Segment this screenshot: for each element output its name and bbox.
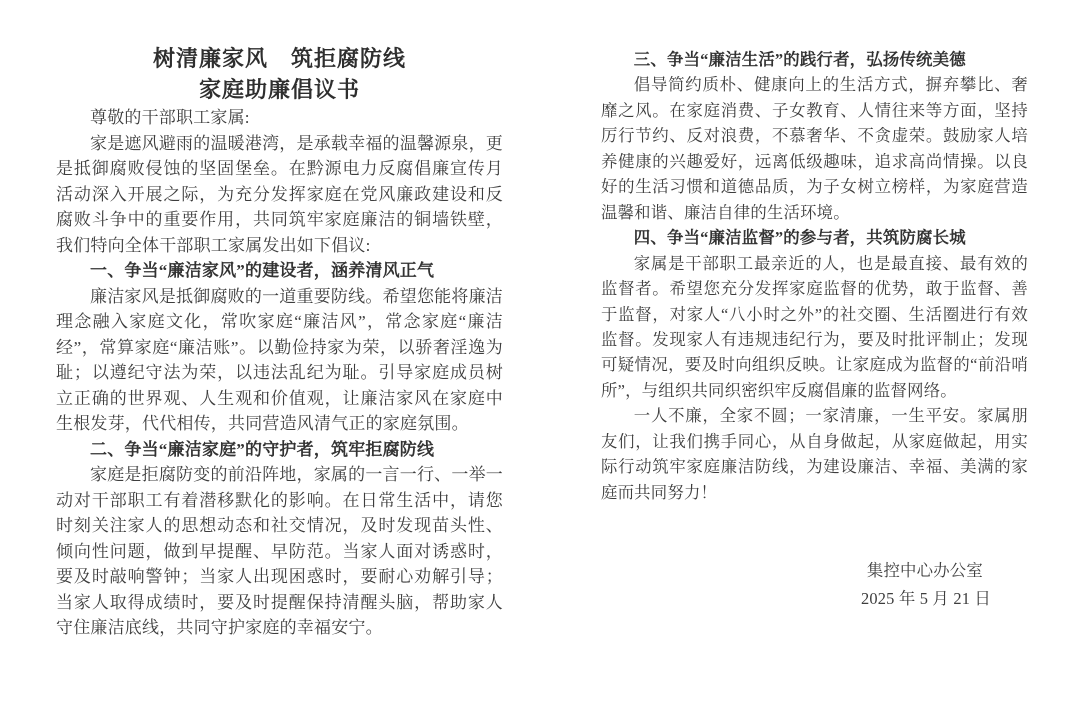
section-2-body: 家庭是拒腐防变的前沿阵地，家属的一言一行、一举一动对干部职工有着潜移默化的影响。在日常生活中，请您时刻关注家人的思想动态和社交情况，及时发现苗头性、倾向性问题，做到早提醒、早防范。当家人面对诱惑时，要及时敲响警钟；当家人出现困惑时，要耐心劝解引导；当家人取得成绩时，要及时提醒保持清醒头脑，帮助家人守住廉洁底线，共同守护家庭的幸福安宁。 [56, 465, 503, 637]
signature-block [601, 557, 1028, 613]
document-title-line1: 树清廉家风 筑拒腐防线 [152, 46, 406, 71]
closing-paragraph: 一人不廉，全家不圆；一家清廉，一生平安。家属朋友们，让我们携手同心，从自身做起，从家庭做起，用实际行动筑牢家庭廉洁防线，为建设廉洁、幸福、美满的家庭而共同努力！ [601, 406, 1028, 502]
intro-paragraph: 家是遮风避雨的温暖港湾，是承载幸福的温馨源泉，更是抵御腐败侵蚀的坚固堡垒。在黔源电力反腐倡廉宣传月活动深入开展之际，为充分发挥家庭在党风廉政建设和反腐败斗争中的重要作用，共同筑牢家庭廉洁的铜墙铁壁，我们特向全体干部职工家属发出如下倡议: [56, 133, 503, 255]
section-3-body: 倡导简约质朴、健康向上的生活方式，摒弃攀比、奢靡之风。在家庭消费、子女教育、人情往来等方面，坚持厉行节约、反对浪费，不慕奢华、不贪虚荣。鼓励家人培养健康的兴趣爱好，远离低级趣味，追求高尚情操。以良好的生活习惯和道德品质，为子女树立榜样，为家庭营造温馨和谐、廉洁自律的生活环境。 [601, 75, 1028, 222]
section-3-heading: 三、争当“廉洁生活”的践行者，弘扬传统美德 [633, 50, 966, 69]
section-2-heading: 二、争当“廉洁家庭”的守护者，筑牢拒腐防线 [90, 439, 435, 459]
document-title-line2: 家庭助廉倡议书 [198, 77, 360, 102]
left-column [56, 43, 503, 641]
section-1-heading: 一、争当“廉洁家风”的建设者，涵养清风正气 [90, 261, 435, 280]
right-column [601, 47, 1028, 613]
signature-date: 2025 年 5 月 21 日 [860, 589, 991, 609]
section-4-body: 家属是干部职工最亲近的人，也是最直接、最有效的监督者。希望您充分发挥家庭监督的优势，敢于监督、善于监督，对家人“八小时之外”的社交圈、生活圈进行有效监督。发现家人有违规违纪行为，要及时批评制止；发现可疑情况，要及时向组织反映。让家庭成为监督的“前沿哨所”，与组织共同织密织牢反腐倡廉的监督网络。 [601, 253, 1028, 400]
salutation: 尊敬的干部职工家属: [90, 108, 250, 127]
section-4-heading: 四、争当“廉洁监督”的参与者，共筑防腐长城 [633, 228, 966, 248]
signature-office: 集控中心办公室 [866, 561, 983, 581]
section-1-body: 廉洁家风是抵御腐败的一道重要防线。希望您能将廉洁理念融入家庭文化，常吹家庭“廉洁风”，常念家庭“廉洁经”，常算家庭“廉洁账”。以勤俭持家为荣，以骄奢淫逸为耻；以遵纪守法为荣，以违法乱纪为耻。引导家庭成员树立正确的世界观、人生观和价值观，让廉洁家风在家庭中生根发芽，代代相传，共同营造风清气正的家庭氛围。 [56, 286, 503, 433]
